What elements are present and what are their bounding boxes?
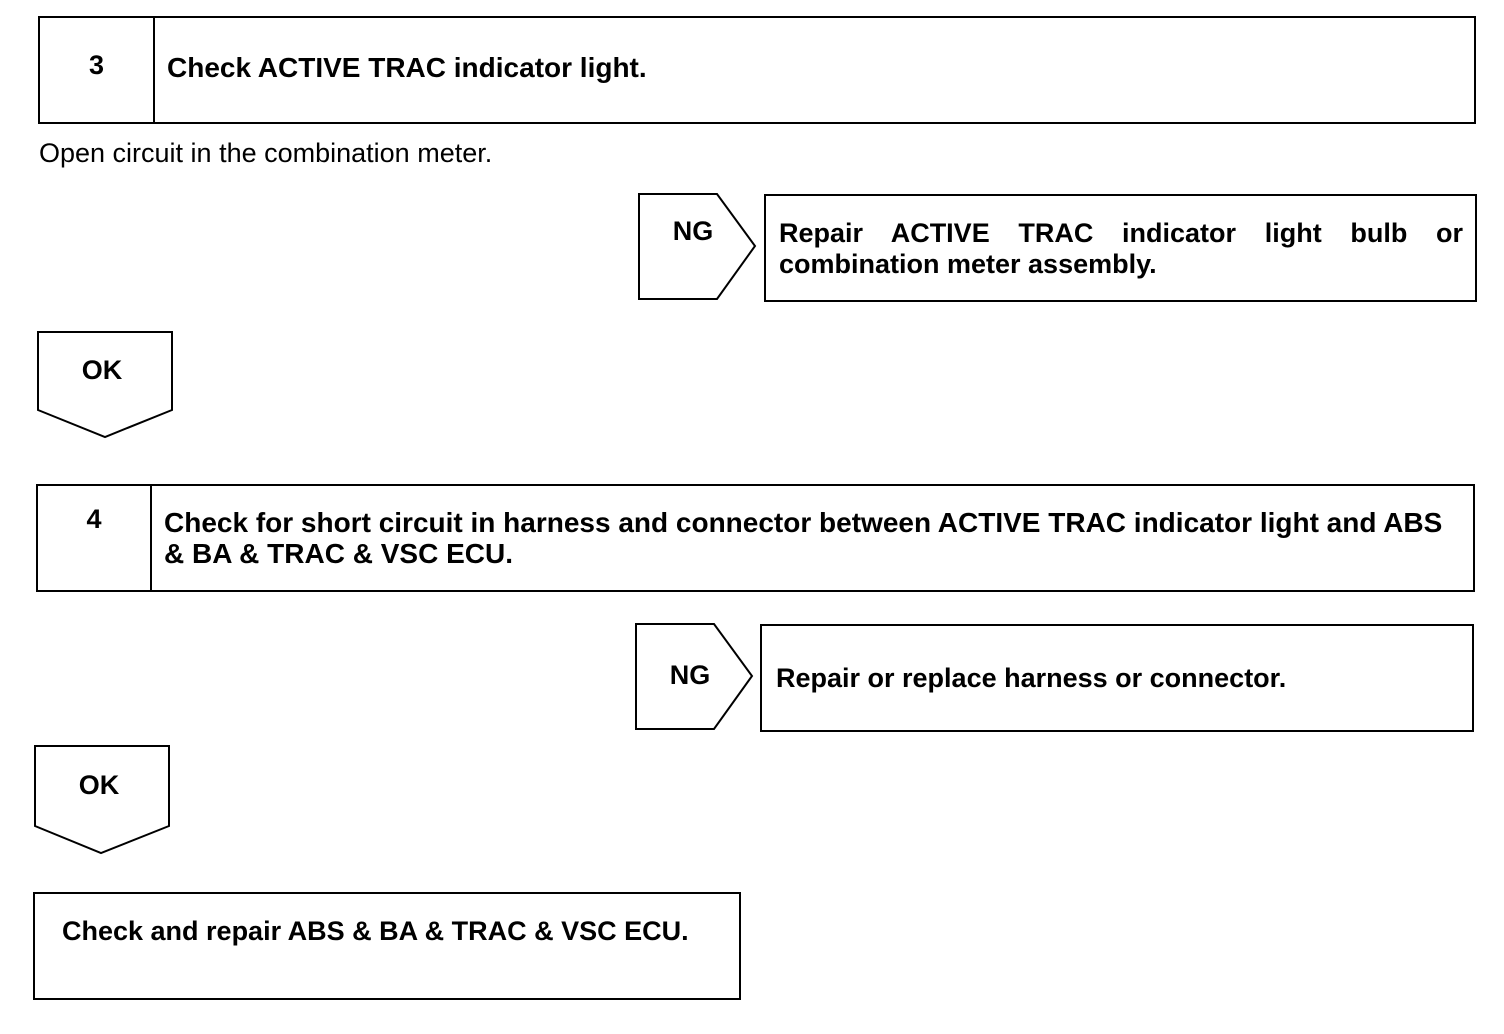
ng-action-2-text: Repair or replace harness or connector. [776, 663, 1287, 693]
step-3-note: Open circuit in the combination meter. [39, 138, 493, 168]
step-4-title: Check for short circuit in harness and connector between ACTIVE TRAC indicator light and ABS & BA & TRAC & VSC ECU. [164, 507, 1443, 569]
final-action-text: Check and repair ABS & BA & TRAC & VSC ECU. [62, 916, 689, 946]
ng-action-2-box [760, 624, 1474, 732]
step-3-number: 3 [40, 18, 155, 122]
ng-label-2: NG [669, 660, 711, 690]
step-3-box [38, 16, 1476, 124]
ok-label-1: OK [81, 355, 123, 385]
ok-label-2: OK [78, 770, 120, 800]
step-4-box [36, 484, 1475, 592]
ng-action-1-text: Repair ACTIVE TRAC indicator light bulb or combination meter assembly. [779, 218, 1463, 279]
final-action-box [33, 892, 741, 1000]
ng-arrow-1 [637, 192, 761, 302]
ng-label-1: NG [672, 216, 714, 246]
ng-action-1-box [764, 194, 1477, 302]
step-4-number: 4 [38, 486, 152, 590]
step-3-title: Check ACTIVE TRAC indicator light. [167, 52, 647, 83]
